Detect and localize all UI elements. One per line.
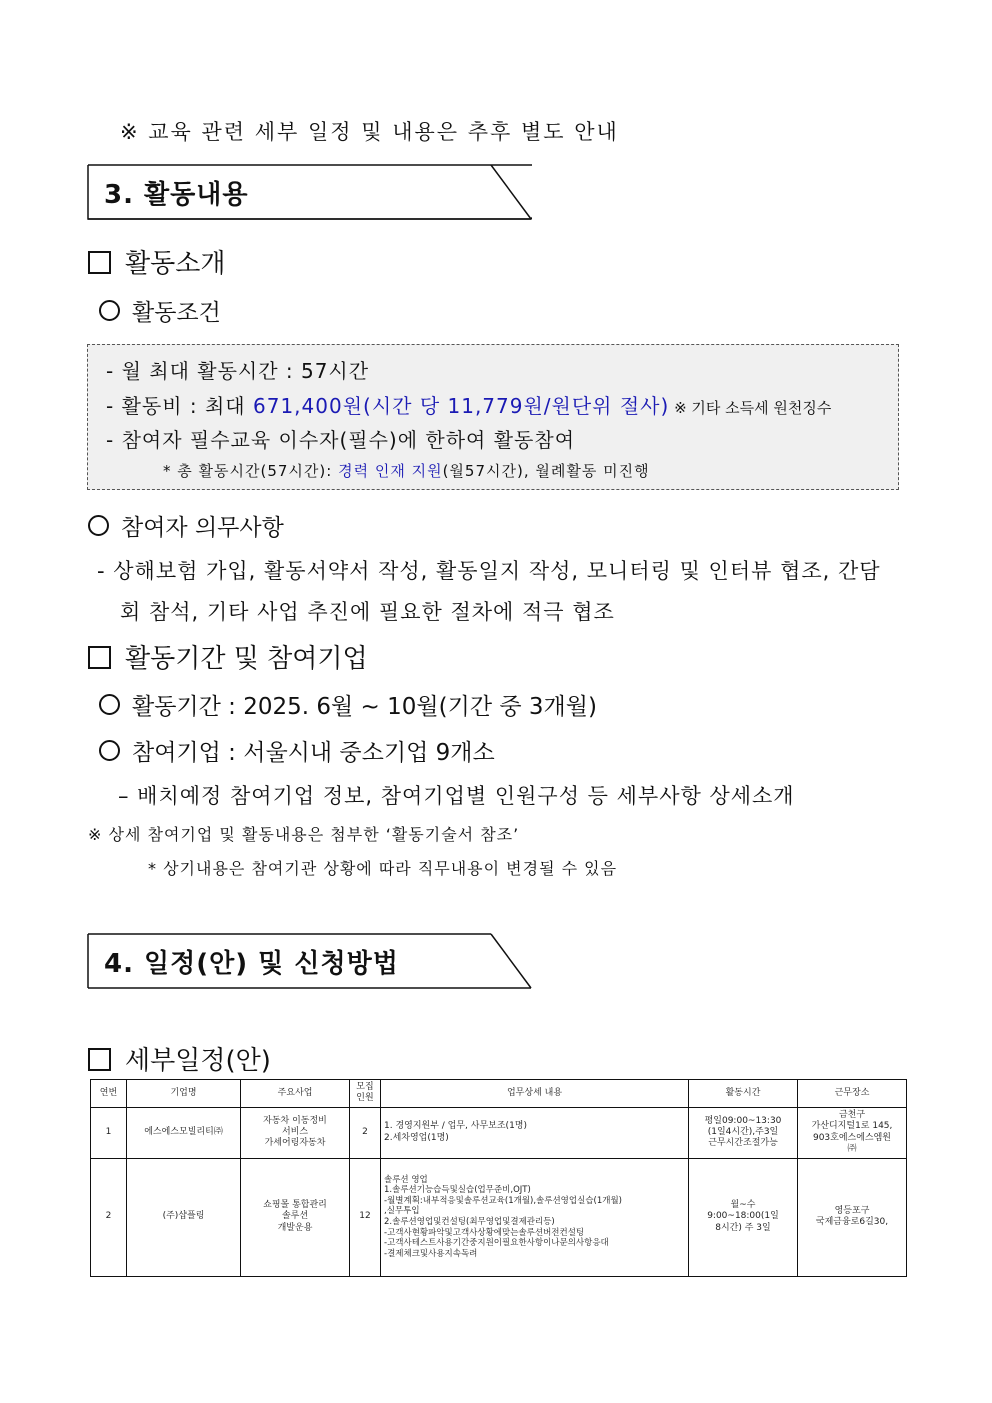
activity-fee-line: - 활동비 : 최대 671,400원(시간 당 11,779원/원단위 절사) ※ 기타 소득세 원천징수 [106,394,832,418]
section-4-title: 4. 일정(안) 및 신청방법 [104,949,399,979]
row-recruit: 2 [350,1107,381,1158]
row-company: (주)샵플링 [127,1158,241,1276]
row-location: 영등포구 국제금융로6길30, [798,1158,907,1276]
header-duties: 업무상세 내용 [381,1080,689,1108]
row-no: 1 [91,1107,127,1158]
section-3-title: 3. 활동내용 [104,180,249,210]
activity-period: 활동기간 : 2025. 6월 ~ 10월(기간 중 3개월) [99,688,597,721]
row-company: 에스에스모빌리티㈜ [127,1107,241,1158]
companies-detail: – 배치예정 참여기업 정보, 참여기업별 인원구성 등 세부사항 상세소개 [118,784,795,808]
participating-companies: 참여기업 : 서울시내 중소기업 9개소 [99,734,495,767]
education-notice: ※ 교육 관련 세부 일정 및 내용은 추후 별도 안내 [120,120,619,144]
conditions-box [87,344,899,490]
duties-heading: 참여자 의무사항 [88,509,284,542]
duties-text-line-2: 회 참석, 기타 사업 추진에 필요한 절차에 적극 협조 [120,600,615,624]
row-duties: 솔루션 영업 1.솔루션기능습득및실습(업무준비,OJT) -월별계획:내부적응및솔루션교육(1개월),솔루션영업실습(1개월) ,실무투입 2.솔루션영업및컨설팅(최무영업및결제관리등) -고객사현황파악및고객사상황에맞는솔루션버전컨설팅 -고객사테스트사용기간중지원이필요한사항이나문의사항응대 -결제체크및사용지속독려 [381,1158,689,1276]
schedule-heading: 세부일정(안) [88,1040,271,1077]
duties-text-line-1: - 상해보험 가입, 활동서약서 작성, 활동일지 작성, 모니터링 및 인터뷰 협조, 간담 [97,559,881,583]
square-bullet-icon [88,251,111,274]
table-row [91,1107,907,1158]
header-hours: 활동시간 [689,1080,798,1108]
schedule-table [90,1079,907,1277]
reference-note: ※ 상세 참여기업 및 활동내용은 첨부한 ‘활동기술서 참조’ [88,825,520,844]
section-3-header [87,164,532,220]
header-company: 기업명 [127,1080,241,1108]
table-header-row [91,1080,907,1108]
row-business: 자동차 이동정비 서비스 가세어링자동차 [241,1107,350,1158]
circle-bullet-icon [99,740,120,761]
header-business: 주요사업 [241,1080,350,1108]
row-location: 금천구 가산디지털1로 145, 903호에스에스엠원 ㈜ [798,1107,907,1158]
row-business: 쇼핑몰 통합관리 솔루션 개발운용 [241,1158,350,1276]
row-no: 2 [91,1158,127,1276]
change-note: * 상기내용은 참여기관 상황에 따라 직무내용이 변경될 수 있음 [148,859,618,878]
row-recruit: 12 [350,1158,381,1276]
row-hours: 월~수 9:00~18:00(1일 8시간) 주 3일 [689,1158,798,1276]
row-duties: 1. 경영지원부 / 업무, 사무보조(1명) 2.세차영업(1명) [381,1107,689,1158]
circle-bullet-icon [99,694,120,715]
max-hours-line: - 월 최대 활동시간 : 57시간 [106,359,370,383]
header-no: 연번 [91,1080,127,1108]
circle-bullet-icon [88,515,109,536]
total-hours-note: * 총 활동시간(57시간): 경력 인재 지원(월57시간), 월례활동 미진행 [163,462,650,480]
mandatory-education-line: - 참여자 필수교육 이수자(필수)에 한하여 활동참여 [106,428,576,452]
activity-intro-heading: 활동소개 [88,243,225,280]
row-hours: 평일09:00~13:30 (1일4시간),주3일 근무시간조절가능 [689,1107,798,1158]
square-bullet-icon [88,1048,111,1071]
header-recruit: 모집 인원 [350,1080,381,1108]
activity-conditions-heading: 활동조건 [99,294,221,327]
section-4-header [87,933,532,989]
header-location: 근무장소 [798,1080,907,1108]
table-row [91,1158,907,1276]
square-bullet-icon [88,646,111,669]
circle-bullet-icon [99,300,120,321]
period-companies-heading: 활동기간 및 참여기업 [88,638,368,675]
